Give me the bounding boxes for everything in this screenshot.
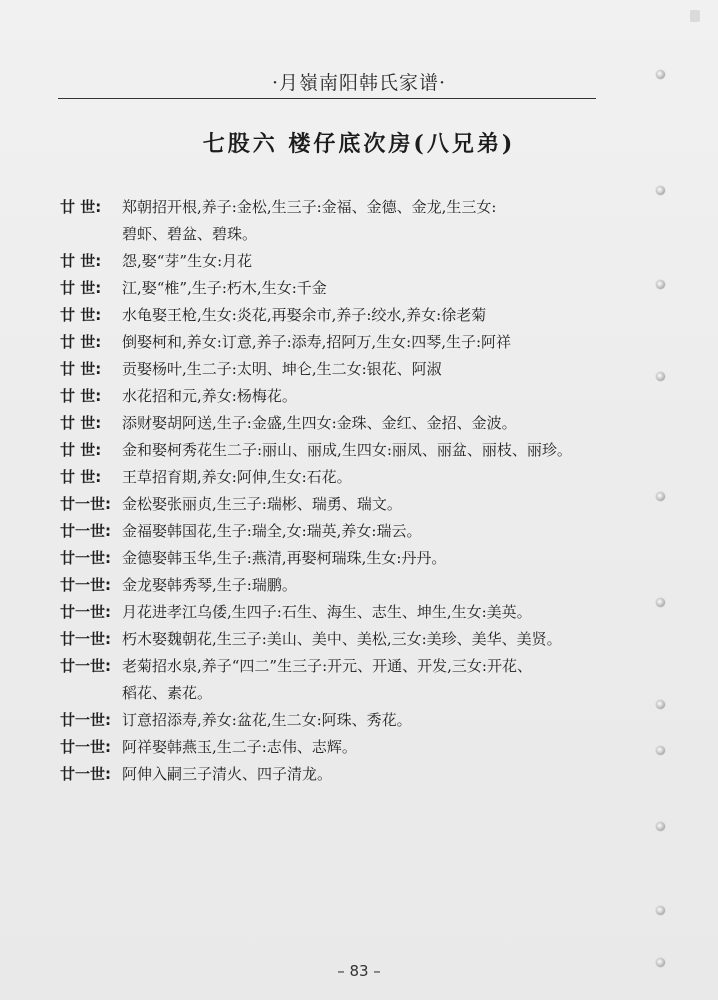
generation-label: 廿一世: [60,738,111,756]
genealogy-entry [60,518,620,545]
genealogy-entry [60,572,620,599]
entry-text: 金德娶韩玉华,生子:燕清,再娶柯瑞珠,生女:丹丹。 [122,549,447,567]
binding-hole [656,70,665,79]
genealogy-entry [60,248,620,275]
generation-label: 廿一世: [60,603,111,621]
generation-label: 廿 世: [60,252,102,270]
genealogy-entry [60,464,620,491]
genealogy-entry [60,734,620,761]
generation-label: 廿一世: [60,657,111,675]
binding-hole [656,906,665,915]
entry-text: 金和娶柯秀花生二子:丽山、丽成,生四女:丽凤、丽盆、丽枝、丽珍。 [122,441,572,459]
generation-label: 廿 世: [60,198,102,216]
genealogy-entry [60,545,620,572]
binding-hole [656,746,665,755]
page-number: – 83 – [337,962,381,980]
entry-text [122,653,620,707]
generation-label: 廿一世: [60,522,111,540]
generation-label: 廿 世: [60,414,102,432]
generation-label: 廿一世: [60,495,111,513]
entry-text: 阿祥娶韩燕玉,生二子:志伟、志辉。 [122,738,357,756]
entry-text: 订意招添寿,养女:盆花,生二女:阿珠、秀花。 [122,711,412,729]
entry-text: 阿伸入嗣三子清火、四子清龙。 [122,765,333,783]
generation-label: 廿 世: [60,387,102,405]
generation-label: 廿一世: [60,711,111,729]
genealogy-entry [60,383,620,410]
generation-label: 廿 世: [60,441,102,459]
entry-text-line: 郑朝招开根,养子:金松,生三子:金福、金德、金龙,生三女: [122,198,497,216]
corner-mark [690,10,700,22]
generation-label: 廿 世: [60,360,102,378]
entry-text: 水龟娶王枪,生女:炎花,再娶余市,养子:绞水,养女:徐老菊 [122,306,487,324]
generation-label: 廿 世: [60,279,102,297]
genealogy-entry [60,275,620,302]
entry-text-line: 老菊招水泉,养子“四二”生三子:开元、开通、开发,三女:开花、 [122,657,532,675]
entry-text-continuation: 稻花、素花。 [122,684,213,702]
binding-hole [656,492,665,501]
entry-text: 金松娶张丽贞,生三子:瑞彬、瑞勇、瑞文。 [122,495,402,513]
header-rule [58,98,596,99]
genealogy-entry [60,356,620,383]
entry-text-continuation: 碧虾、碧盆、碧珠。 [122,225,258,243]
genealogy-entry [60,653,620,707]
genealogy-entry [60,599,620,626]
generation-label: 廿一世: [60,576,111,594]
generation-label: 廿 世: [60,333,102,351]
page-header: ·月嶺南阳韩氏家谱· [271,72,447,94]
genealogy-entry [60,761,620,788]
binding-hole [656,822,665,831]
entry-text: 月花进孝江乌倭,生四子:石生、海生、志生、坤生,生女:美英。 [122,603,532,621]
entry-text: 金福娶韩国花,生子:瑞全,女:瑞英,养女:瑞云。 [122,522,422,540]
entry-text: 江,娶“椎”,生子:朽木,生女:千金 [122,279,327,297]
generation-label: 廿一世: [60,630,111,648]
entry-text: 倒娶柯和,养女:订意,养子:添寿,招阿万,生女:四琴,生子:阿祥 [122,333,512,351]
binding-hole [656,186,665,195]
entry-text: 王草招育期,养女:阿伸,生女:石花。 [122,468,352,486]
genealogy-entry [60,302,620,329]
genealogy-entry [60,329,620,356]
binding-hole [656,372,665,381]
entry-text: 朽木娶魏朝花,生三子:美山、美中、美松,三女:美珍、美华、美贤。 [122,630,562,648]
genealogy-entry [60,194,620,248]
genealogy-entry [60,410,620,437]
genealogy-entry [60,626,620,653]
genealogy-entry [60,707,620,734]
entry-text: 金龙娶韩秀琴,生子:瑞鹏。 [122,576,297,594]
entry-text: 水花招和元,养女:杨梅花。 [122,387,297,405]
binding-hole [656,280,665,289]
entry-text: 怨,娶“芽”生女:月花 [122,252,253,270]
binding-hole [656,700,665,709]
binding-hole [656,958,665,967]
entry-text: 添财娶胡阿送,生子:金盛,生四女:金珠、金红、金招、金波。 [122,414,517,432]
entry-text: 贡娶杨叶,生二子:太明、坤仑,生二女:银花、阿淑 [122,360,442,378]
generation-label: 廿一世: [60,765,111,783]
binding-hole [656,598,665,607]
generation-label: 廿 世: [60,468,102,486]
genealogy-entry [60,437,620,464]
generation-label: 廿一世: [60,549,111,567]
entry-text [122,194,620,248]
generation-label: 廿 世: [60,306,102,324]
genealogy-entries [60,194,620,788]
section-title: 七股六 楼仔底次房(八兄弟) [202,131,516,157]
genealogy-entry [60,491,620,518]
